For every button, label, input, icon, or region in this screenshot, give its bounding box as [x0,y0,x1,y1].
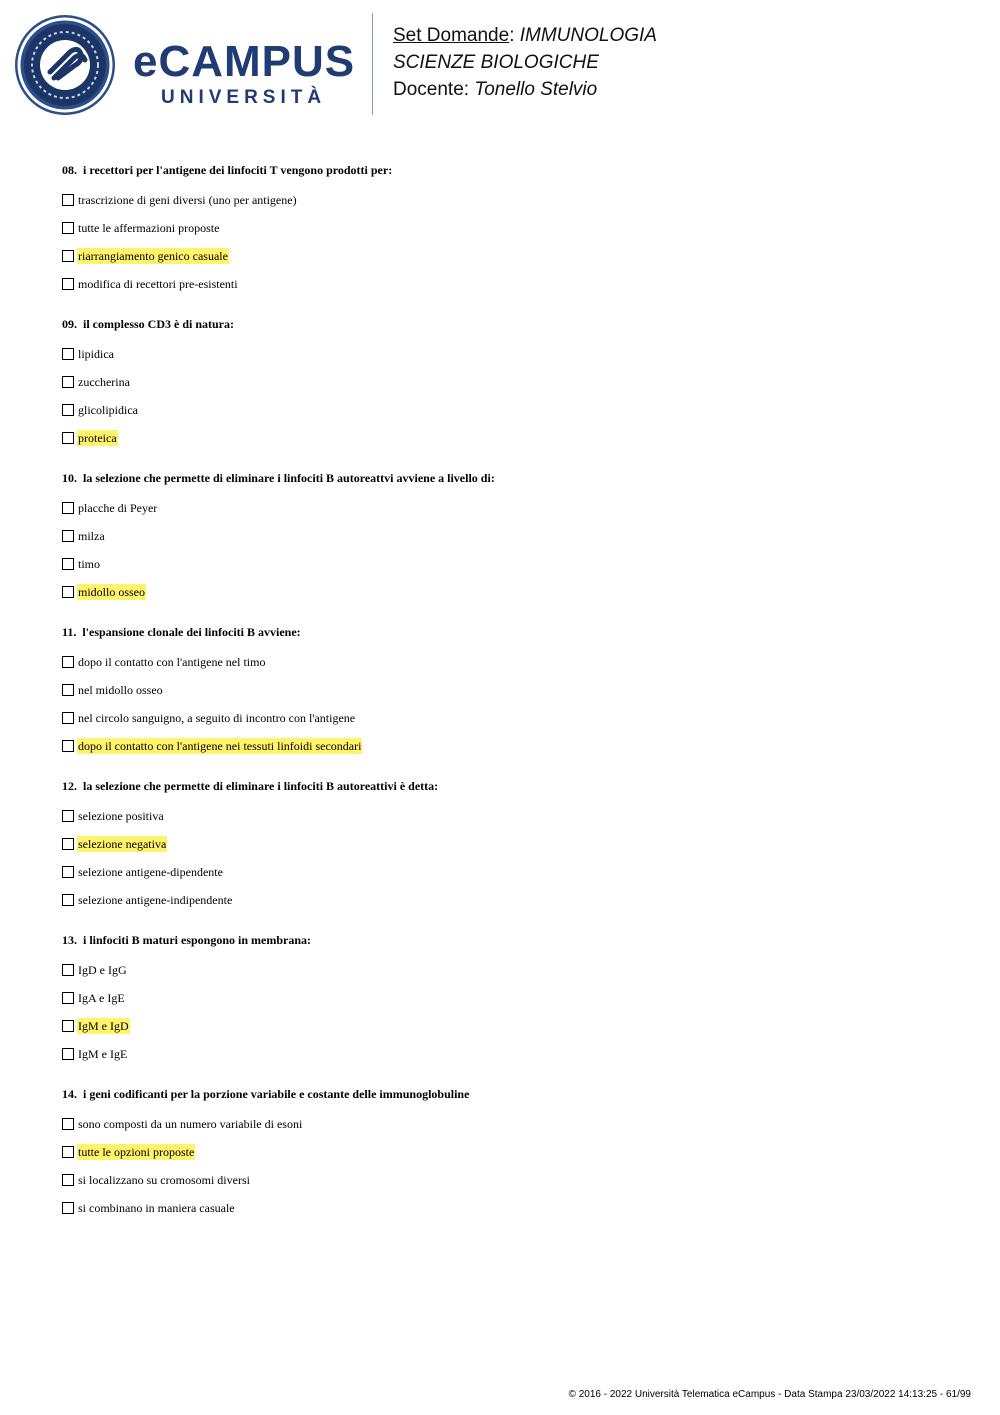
question-text: i linfociti B maturi espongono in membrana: [83,933,312,947]
question-title [62,468,962,488]
option-text: tutte le affermazioni proposte [78,221,220,235]
answer-option[interactable] [62,956,962,984]
option-text: IgA e IgE [78,991,125,1005]
question [62,776,962,914]
checkbox[interactable] [62,992,74,1004]
checkbox[interactable] [62,194,74,206]
checkbox[interactable] [62,586,74,598]
checkbox[interactable] [62,1118,74,1130]
checkbox[interactable] [62,1048,74,1060]
option-text: timo [78,557,101,571]
option-text: sono composti da un numero variabile di esoni [78,1117,303,1131]
page-footer: © 2016 - 2022 Università Telematica eCampus - Data Stampa 23/03/2022 14:13:25 - 61/99 [568,1389,971,1400]
option-text: nel circolo sanguigno, a seguito di incontro con l'antigene [78,711,356,725]
header-divider [372,13,373,115]
checkbox[interactable] [62,684,74,696]
answer-option[interactable] [62,214,962,242]
checkbox[interactable] [62,376,74,388]
answer-option[interactable] [62,396,962,424]
teacher-name: Tonello Stelvio [474,79,598,100]
question-title [62,622,962,642]
answer-option[interactable] [62,802,962,830]
answer-option[interactable] [62,1040,962,1068]
answer-option[interactable] [62,1110,962,1138]
question-title [62,776,962,796]
checkbox[interactable] [62,1174,74,1186]
question-number: 09. [62,317,77,331]
option-text: IgM e IgE [78,1047,128,1061]
question-text: i geni codificanti per la porzione variabile e costante delle immunoglobuline [83,1087,470,1101]
option-text: zuccherina [78,375,130,389]
answer-option[interactable] [62,578,962,606]
checkbox[interactable] [62,894,74,906]
question-list [62,160,962,1238]
option-text: IgM e IgD [78,1019,129,1033]
option-text: si combinano in maniera casuale [78,1201,235,1215]
ecampus-logo-emblem [14,14,116,121]
question [62,468,962,606]
checkbox[interactable] [62,348,74,360]
answer-option[interactable] [62,186,962,214]
answer-option[interactable] [62,1194,962,1222]
option-text: trascrizione di geni diversi (uno per antigene) [78,193,297,207]
answer-option[interactable] [62,368,962,396]
checkbox[interactable] [62,866,74,878]
checkbox[interactable] [62,656,74,668]
question-text: la selezione che permette di eliminare i linfociti B autoreattivi è detta: [83,779,439,793]
checkbox[interactable] [62,558,74,570]
answer-option[interactable] [62,1166,962,1194]
option-text: lipidica [78,347,114,361]
option-text: dopo il contatto con l'antigene nel timo [78,655,266,669]
set-label: Set Domande [393,25,510,46]
question-text: l'espansione clonale dei linfociti B avviene: [82,625,301,639]
checkbox[interactable] [62,740,74,752]
checkbox[interactable] [62,1202,74,1214]
question-number: 10. [62,471,77,485]
question [62,930,962,1068]
question [62,160,962,298]
answer-option[interactable] [62,704,962,732]
checkbox[interactable] [62,964,74,976]
question-number: 12. [62,779,77,793]
answer-option[interactable] [62,494,962,522]
option-text: selezione positiva [78,809,164,823]
question [62,314,962,452]
option-text: selezione antigene-indipendente [78,893,233,907]
logo-main-text: eCAMPUS [133,37,356,86]
option-text: placche di Peyer [78,501,158,515]
set-row: Set Domande: IMMUNOLOGIA [393,25,657,46]
question-title [62,314,962,334]
option-text: dopo il contatto con l'antigene nei tessuti linfoidi secondari [78,739,362,753]
teacher-row [393,76,657,103]
checkbox[interactable] [62,810,74,822]
question-number: 14. [62,1087,77,1101]
answer-option[interactable] [62,732,962,760]
question-number: 13. [62,933,77,947]
checkbox[interactable] [62,502,74,514]
answer-option[interactable] [62,270,962,298]
checkbox[interactable] [62,404,74,416]
course-name: SCIENZE BIOLOGICHE [393,52,599,73]
answer-option[interactable] [62,550,962,578]
question-number: 08. [62,163,77,177]
answer-option[interactable] [62,522,962,550]
set-value: IMMUNOLOGIA [519,25,657,46]
option-text: riarrangiamento genico casuale [78,249,228,263]
teacher-label: Docente: [393,79,470,100]
answer-option[interactable] [62,1012,962,1040]
answer-option[interactable] [62,830,962,858]
option-text: nel midollo osseo [78,683,163,697]
answer-option[interactable] [62,984,962,1012]
answer-option[interactable] [62,424,962,452]
question-text: i recettori per l'antigene dei linfociti T vengono prodotti per: [83,163,393,177]
checkbox[interactable] [62,1146,74,1158]
logo-sub-text: UNIVERSITÀ [161,87,327,108]
answer-option[interactable] [62,340,962,368]
option-text: midollo osseo [78,585,146,599]
option-text: tutte le opzioni proposte [78,1145,195,1159]
option-text: modifica di recettori pre-esistenti [78,277,238,291]
checkbox[interactable] [62,278,74,290]
checkbox[interactable] [62,250,74,262]
option-text: selezione negativa [78,837,167,851]
question-title [62,1084,962,1104]
option-text: glicolipidica [78,403,138,417]
checkbox[interactable] [62,222,74,234]
answer-option[interactable] [62,1138,962,1166]
checkbox[interactable] [62,838,74,850]
option-text: IgD e IgG [78,963,127,977]
question [62,622,962,760]
option-text: milza [78,529,105,543]
header-info [393,22,657,103]
question-title [62,930,962,950]
question-text: il complesso CD3 è di natura: [83,317,234,331]
question-title [62,160,962,180]
ecampus-logo-wordmark [133,37,356,108]
answer-option[interactable] [62,648,962,676]
question [62,1084,962,1222]
option-text: proteica [78,431,117,445]
option-text: si localizzano su cromosomi diversi [78,1173,250,1187]
checkbox[interactable] [62,712,74,724]
option-text: selezione antigene-dipendente [78,865,223,879]
checkbox[interactable] [62,530,74,542]
question-text: la selezione che permette di eliminare i linfociti B autoreattvi avviene a livello di: [83,471,495,485]
question-number: 11. [62,625,77,639]
checkbox[interactable] [62,432,74,444]
answer-option[interactable] [62,886,962,914]
answer-option[interactable] [62,676,962,704]
answer-option[interactable] [62,242,962,270]
answer-option[interactable] [62,858,962,886]
checkbox[interactable] [62,1020,74,1032]
